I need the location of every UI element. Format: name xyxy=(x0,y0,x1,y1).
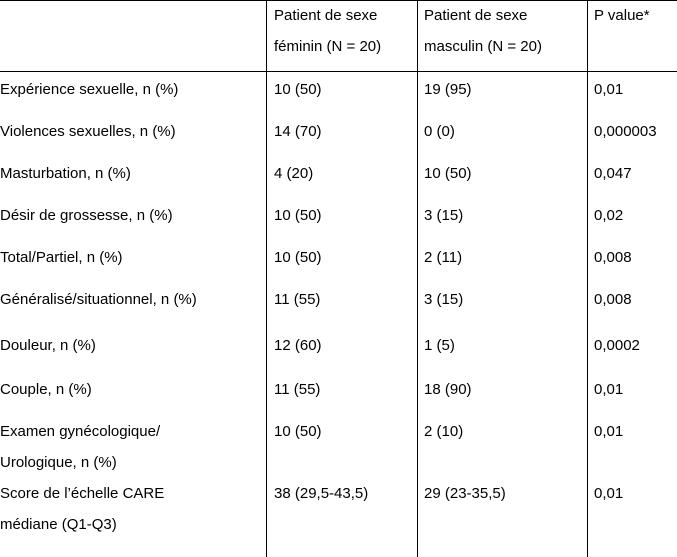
row-female-value: 14 (70) xyxy=(274,123,322,140)
column-divider xyxy=(587,0,588,557)
row-male-value: 10 (50) xyxy=(424,165,472,182)
row-label: Désir de grossesse, n (%) xyxy=(0,207,173,224)
row-female-value: 10 (50) xyxy=(274,249,322,266)
row-p-value: 0,01 xyxy=(594,381,624,398)
column-divider xyxy=(417,0,418,557)
row-p-value: 0,008 xyxy=(594,249,632,266)
header-female-line-2: féminin (N = 20) xyxy=(274,38,382,55)
row-p-value: 0,02 xyxy=(594,207,624,224)
row-male-value: 0 (0) xyxy=(424,123,455,140)
row-female-value: 38 (29,5-43,5) xyxy=(274,485,369,502)
row-label: Score de l’échelle CARE xyxy=(0,485,165,502)
row-label: Violences sexuelles, n (%) xyxy=(0,123,176,140)
row-p-value: 0,008 xyxy=(594,291,632,308)
header-p-value: P value* xyxy=(594,7,650,24)
row-male-value: 19 (95) xyxy=(424,81,472,98)
row-label: Expérience sexuelle, n (%) xyxy=(0,81,179,98)
row-p-value: 0,01 xyxy=(594,81,624,98)
header-bottom-border xyxy=(0,71,677,72)
row-female-value: 12 (60) xyxy=(274,337,322,354)
header-male-line-2: masculin (N = 20) xyxy=(424,38,542,55)
row-label: Douleur, n (%) xyxy=(0,337,96,354)
row-male-value: 3 (15) xyxy=(424,291,464,308)
row-female-value: 10 (50) xyxy=(274,207,322,224)
column-divider xyxy=(266,0,267,557)
row-male-value: 3 (15) xyxy=(424,207,464,224)
row-female-value: 11 (55) xyxy=(274,381,321,398)
row-female-value: 11 (55) xyxy=(274,291,321,308)
row-female-value: 10 (50) xyxy=(274,423,322,440)
row-p-value: 0,01 xyxy=(594,423,624,440)
row-label: Examen gynécologique/ xyxy=(0,423,161,440)
row-female-value: 10 (50) xyxy=(274,81,322,98)
row-p-value: 0,01 xyxy=(594,485,624,502)
row-label-continued: Urologique, n (%) xyxy=(0,454,117,471)
row-female-value: 4 (20) xyxy=(274,165,314,182)
row-male-value: 2 (11) xyxy=(424,249,463,266)
row-p-value: 0,000003 xyxy=(594,123,657,140)
row-p-value: 0,0002 xyxy=(594,337,640,354)
row-male-value: 29 (23-35,5) xyxy=(424,485,506,502)
row-p-value: 0,047 xyxy=(594,165,632,182)
row-male-value: 18 (90) xyxy=(424,381,472,398)
row-label: Masturbation, n (%) xyxy=(0,165,131,182)
row-label-continued: médiane (Q1-Q3) xyxy=(0,516,117,533)
header-male-line-1: Patient de sexe xyxy=(424,7,528,24)
row-male-value: 2 (10) xyxy=(424,423,464,440)
header-female-line-1: Patient de sexe xyxy=(274,7,378,24)
row-male-value: 1 (5) xyxy=(424,337,455,354)
row-label: Couple, n (%) xyxy=(0,381,92,398)
row-label: Généralisé/situationnel, n (%) xyxy=(0,291,197,308)
row-label: Total/Partiel, n (%) xyxy=(0,249,123,266)
